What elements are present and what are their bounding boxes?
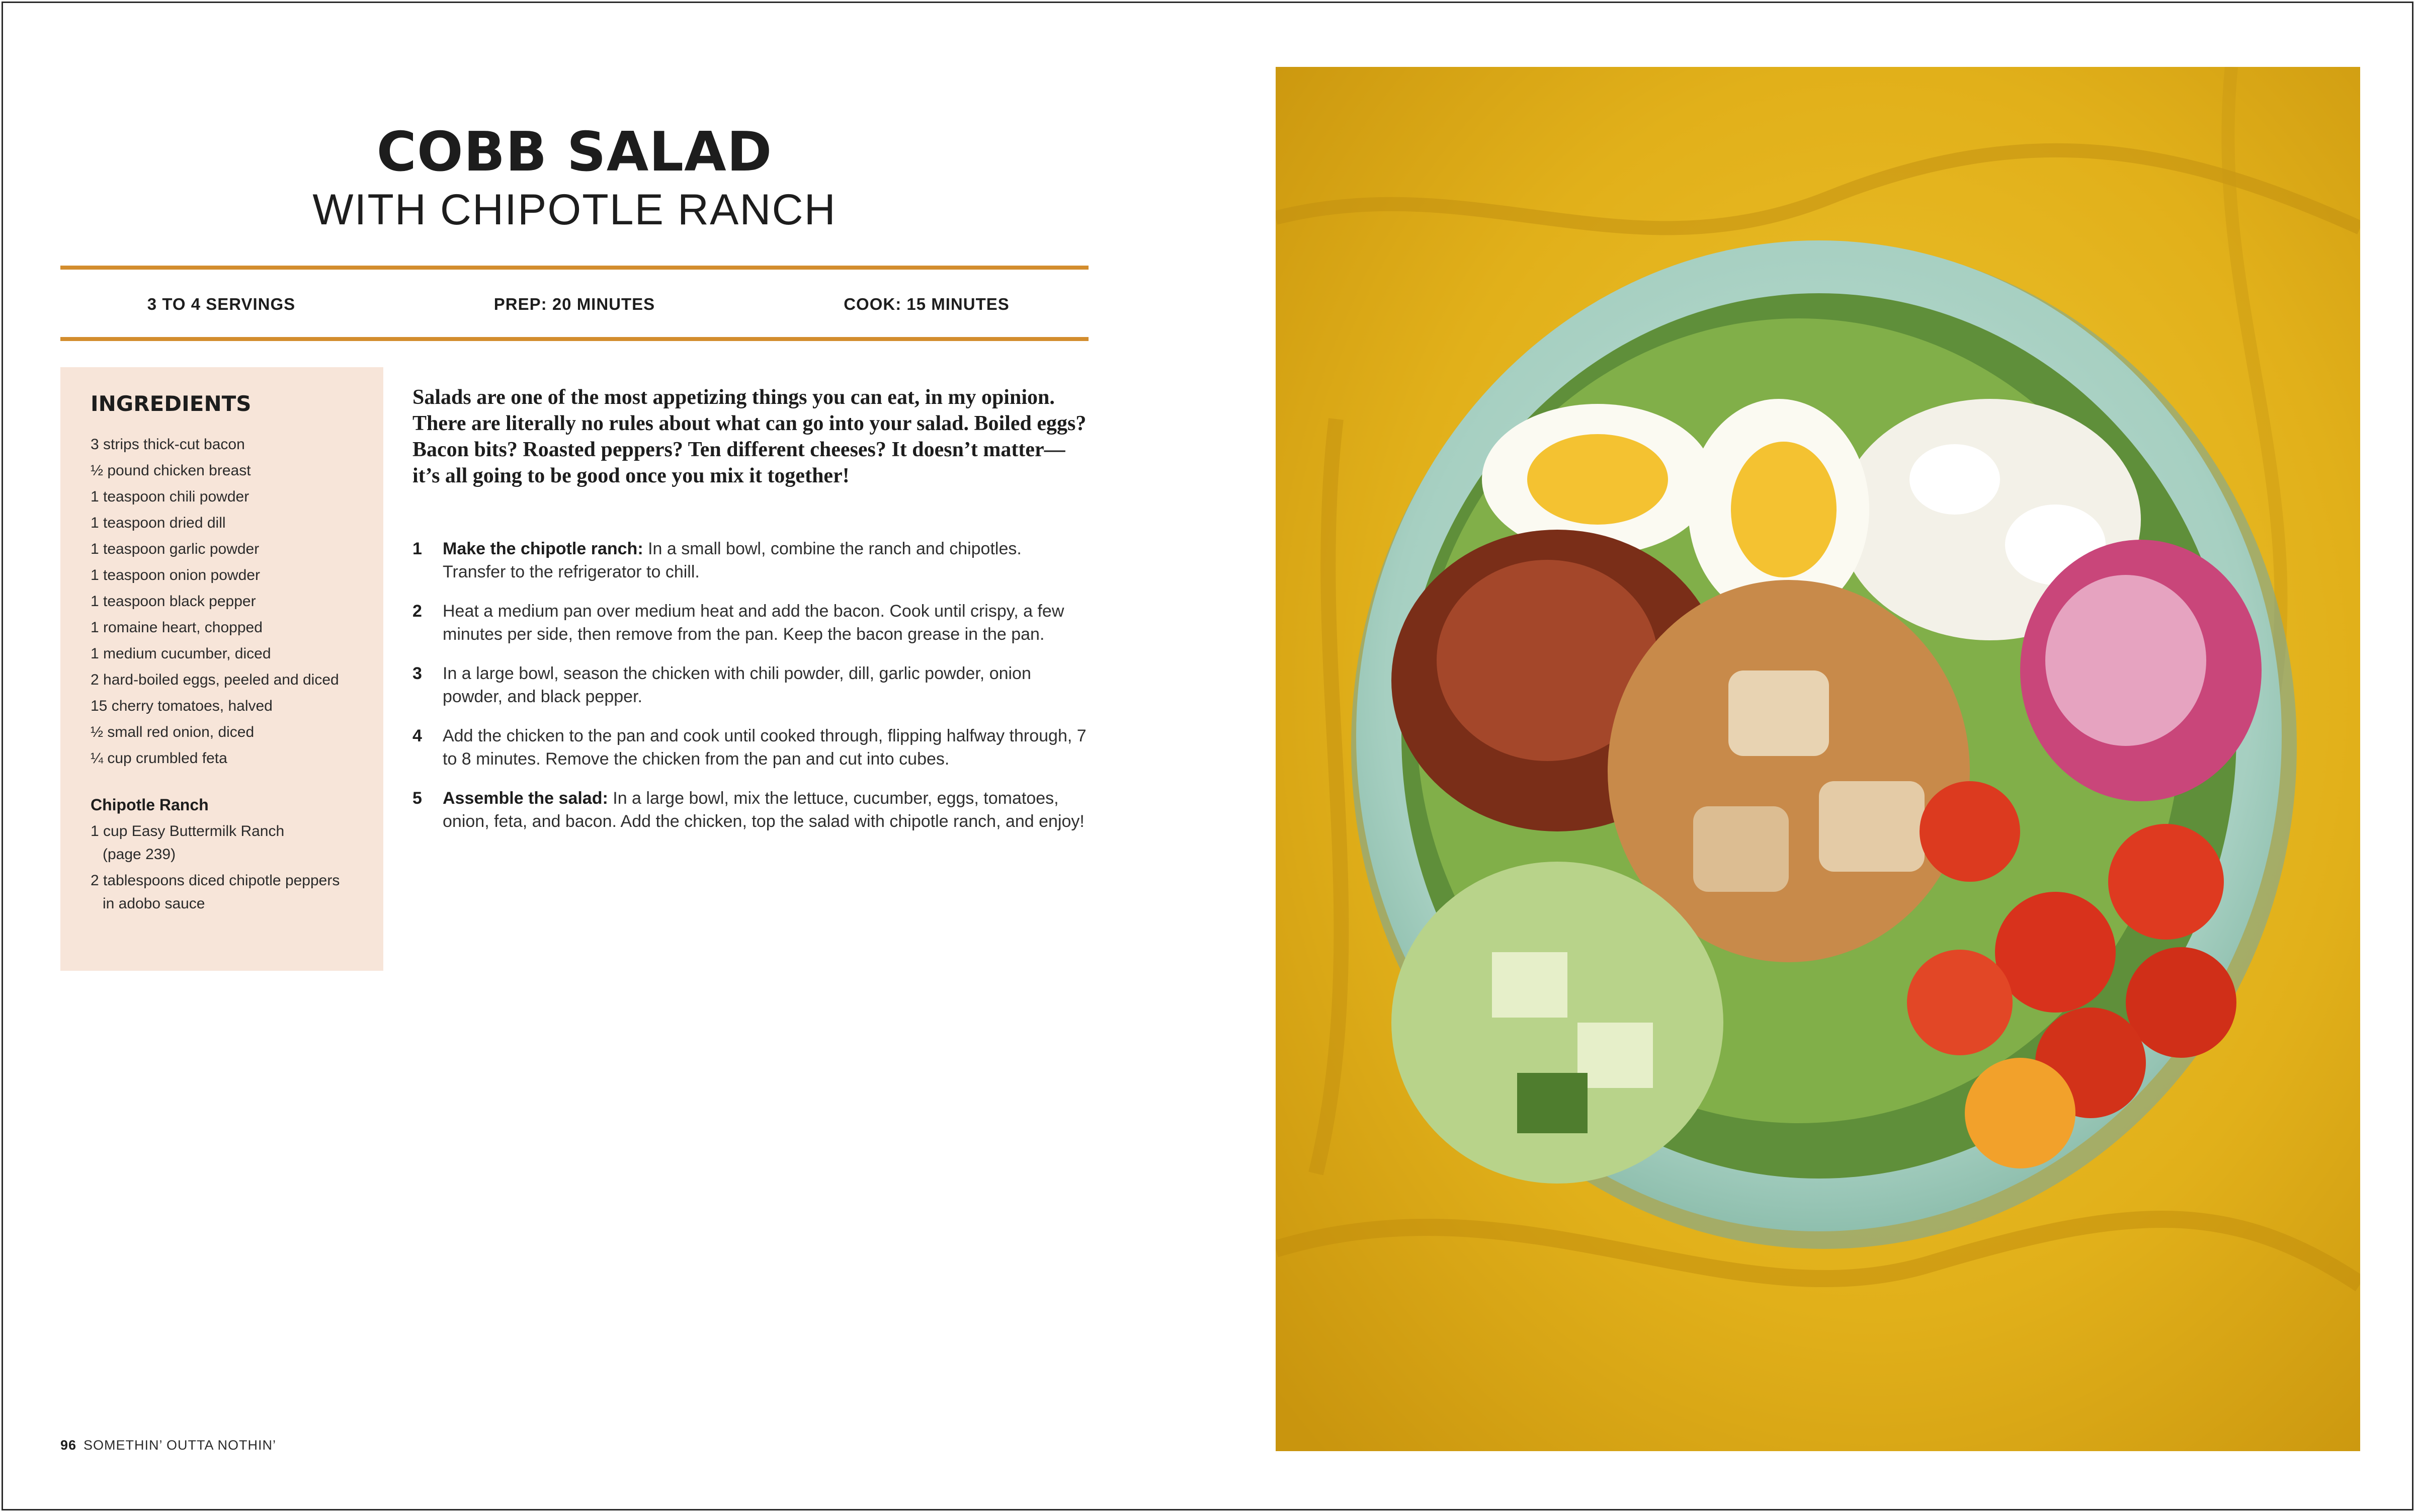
ingredient-item: ½ pound chicken breast: [91, 462, 251, 479]
servings-label: 3 TO 4 SERVINGS: [147, 295, 296, 313]
ingredient-line: 2 tablespoons diced chipotle peppers: [91, 872, 340, 889]
instruction-steps: [412, 537, 1089, 849]
cucumber-cube: [1492, 952, 1567, 1018]
step-lead: Make the chipotle ranch:: [443, 539, 643, 558]
red-onion-pieces: [2045, 575, 2206, 746]
step-item: [412, 787, 1089, 833]
step-number: 2: [412, 602, 422, 621]
feta-crumble: [1909, 444, 2000, 515]
yellow-tomato: [1965, 1058, 2075, 1168]
ingredient-item: 1 teaspoon black pepper: [91, 593, 256, 610]
top-rule: [60, 266, 1089, 270]
cook-time-label: COOK: 15 MINUTES: [844, 295, 1010, 313]
chicken-cube: [1728, 670, 1829, 756]
ingredient-item: 1 teaspoon chili powder: [91, 488, 249, 505]
step-number: 3: [412, 664, 422, 683]
step-lead: Assemble the salad:: [443, 789, 608, 808]
cherry-tomato: [2108, 824, 2224, 940]
step-text: In a large bowl, season the chicken with chili powder, dill, garlic powder, onion powder, and black pepper.: [443, 664, 1031, 706]
cucumber-skin: [1517, 1073, 1588, 1133]
step-item: [412, 600, 1089, 646]
ingredient-item: 1 teaspoon dried dill: [91, 515, 226, 531]
ingredient-item: 1 romaine heart, chopped: [91, 619, 263, 636]
step-number: 5: [412, 789, 422, 808]
ingredient-item: 2 hard-boiled eggs, peeled and diced: [91, 671, 339, 688]
cherry-tomato: [1920, 781, 2020, 882]
salad-photo: [1276, 67, 2360, 1451]
ingredient-item: [91, 820, 372, 866]
bottom-rule: [60, 337, 1089, 341]
ingredient-item: 1 teaspoon garlic powder: [91, 541, 260, 557]
ingredient-item: 1 teaspoon onion powder: [91, 567, 260, 583]
step-text: In a small bowl, combine the ranch and chipotles. Transfer to the refrigerator to chill.: [443, 539, 1022, 581]
ingredient-item: 3 strips thick-cut bacon: [91, 436, 245, 453]
step-number: 4: [412, 726, 422, 745]
page-footer: [60, 1438, 276, 1453]
chipotle-ranch-heading: Chipotle Ranch: [91, 796, 209, 814]
step-item: [412, 537, 1089, 583]
ingredient-item: 1 medium cucumber, diced: [91, 645, 271, 662]
recipe-subtitle: WITH CHIPOTLE RANCH: [312, 186, 837, 234]
intro-paragraph: Salads are one of the most appetizing things you can eat, in my opinion. There are literally no rules about what can go into your salad. Boiled eggs? Bacon bits? Roasted peppers? Ten different cheeses? It doesn’t matter—it’s all going to be good once you mix it together!: [412, 386, 1087, 487]
ingredient-line-continued: in adobo sauce: [103, 895, 205, 912]
ingredients-panel: [60, 367, 383, 971]
cucumber-cube: [1577, 1023, 1653, 1088]
step-item: [412, 662, 1089, 708]
prep-time-label: PREP: 20 MINUTES: [493, 295, 655, 313]
chicken-cube: [1819, 781, 1925, 872]
ingredient-item: [91, 869, 372, 915]
step-text: In a large bowl, mix the lettuce, cucumber, eggs, tomatoes, onion, feta, and bacon. Add the chicken, top the salad with chipotle ranch, and enjoy!: [443, 789, 1085, 831]
book-title: SOMETHIN’ OUTTA NOTHIN’: [84, 1438, 277, 1453]
cherry-tomato: [2126, 947, 2236, 1058]
cucumber: [1391, 862, 1723, 1184]
ingredient-line-continued: (page 239): [103, 846, 176, 863]
egg-yolk: [1731, 442, 1837, 577]
chicken-cube: [1693, 806, 1789, 892]
ingredient-item: 15 cherry tomatoes, halved: [91, 698, 273, 714]
salad-photo-illustration: [1276, 67, 2360, 1451]
ingredient-list: [91, 432, 372, 772]
step-text: Heat a medium pan over medium heat and add the bacon. Cook until crispy, a few minutes per side, then remove from the pan. Keep the bacon grease in the pan.: [443, 602, 1064, 644]
ingredient-line: 1 cup Easy Buttermilk Ranch: [91, 823, 285, 839]
cherry-tomato: [1907, 950, 2013, 1055]
egg-yolk: [1527, 434, 1668, 525]
ingredient-item: ½ small red onion, diced: [91, 724, 255, 740]
ingredients-heading: INGREDIENTS: [91, 391, 252, 416]
recipe-title: COBB SALAD: [376, 121, 773, 184]
step-text: Add the chicken to the pan and cook until cooked through, flipping halfway through, 7 to 8 minutes. Remove the chicken from the pan and cut into cubes.: [443, 726, 1087, 769]
step-item: [412, 724, 1089, 771]
cherry-tomato: [1995, 892, 2116, 1013]
step-number: 1: [412, 539, 422, 558]
ingredient-item: ¼ cup crumbled feta: [91, 750, 227, 767]
page-number: 96: [60, 1438, 77, 1453]
chipotle-ranch-list: [91, 820, 372, 918]
